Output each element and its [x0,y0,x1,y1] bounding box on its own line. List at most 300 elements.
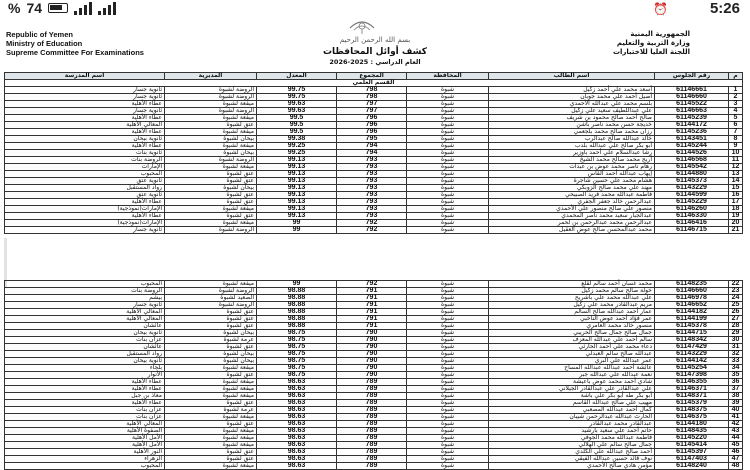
seat-number: 61148240 [655,463,729,470]
school-name: الأنوار [5,372,165,379]
average: 98.63 [257,379,337,386]
governorate: شبوة [407,358,489,365]
directorate: عتق لشبوة [165,122,257,129]
governorate: شبوة [407,456,489,463]
student-name: رزان محمد صالح محمد بلجعمي [489,129,655,136]
governorate: شبوة [407,213,489,220]
governorate: شبوة [407,108,489,115]
average: 98.88 [257,316,337,323]
governorate: شبوة [407,435,489,442]
total-score: 797 [337,108,407,115]
total-score: 793 [337,164,407,171]
seat-number: 61146355 [655,379,729,386]
average: 98.75 [257,344,337,351]
student-name: عبدالرحمن خالد جعفر الجفري [489,199,655,206]
student-name: دعاء محمد علي أحمد الحارثي [489,344,655,351]
seat-number: 61146661 [655,87,729,94]
average: 98.88 [257,295,337,302]
seat-number: 61146416 [655,220,729,227]
seat-number: 61146371 [655,386,729,393]
directorate: الروضة لشبوة [165,94,257,101]
student-name: جمال صالح جمال صالح الحريبي [489,330,655,337]
directorate: بيحان لشبوة [165,358,257,365]
seat-number: 61146330 [655,213,729,220]
directorate: ميفعة لشبوة [165,143,257,150]
governorate: شبوة [407,421,489,428]
seat-number: 61146663 [655,108,729,115]
school-name: ثانوية بيحان [5,136,165,143]
total-score: 793 [337,185,407,192]
seat-number: 61144182 [655,309,729,316]
average: 98.63 [257,414,337,421]
directorate: ميفعة لشبوة [165,281,257,288]
school-name: الصفوة الأهلية [5,428,165,435]
governorate: شبوة [407,227,489,234]
total-score: 795 [337,136,407,143]
school-name: المحبوب [5,463,165,470]
header-right-arabic [613,30,690,57]
total-score: 798 [337,94,407,101]
total-score: 791 [337,302,407,309]
student-name: جمال صالح سالم علي الهلالي [489,442,655,449]
seat-number: 61148235 [655,281,729,288]
total-score: 793 [337,171,407,178]
school-name: ثانوية عتق [5,178,165,185]
header-left-line: Ministry of Education [6,39,83,48]
student-name: عمار أحمد عبدالله صالح السالم [489,309,655,316]
governorate: شبوة [407,295,489,302]
seat-number: 61145379 [655,400,729,407]
average: 99.75 [257,94,337,101]
header-right-line: اللجنة العليا للاختبارات [612,48,690,56]
school-name: ثانوية بنات [5,150,165,157]
header-left-line: Supreme Committee For Examinations [6,48,144,57]
average: 98.88 [257,302,337,309]
average: 99.5 [257,129,337,136]
student-name: مؤمن هادي صالح الأحمدي [489,463,655,470]
average: 99.13 [257,164,337,171]
signal-2-icon [98,2,116,15]
student-name: منصور خالد محمد العامري [489,323,655,330]
row-index: 33 [729,358,743,365]
directorate: ميفعة لشبوة [165,428,257,435]
governorate: شبوة [407,171,489,178]
directorate: عرمة لشبوة [165,407,257,414]
school-name: المحبوب [5,281,165,288]
student-name: علي عبدالقادر علي عبدالقادر الجيلاني [489,386,655,393]
emblem-icon [347,14,377,36]
seat-number: 61143451 [655,136,729,143]
col-student-name: اسم الطالب [489,73,655,80]
directorate: ميفعة لشبوة [165,379,257,386]
governorate: شبوة [407,122,489,129]
governorate: شبوة [407,281,489,288]
school-name: معاذ بن جبل [5,393,165,400]
governorate: شبوة [407,143,489,150]
row-index: 10 [729,150,743,157]
student-name: علي عبدالله محمد علي باشريح [489,295,655,302]
average: 99.13 [257,157,337,164]
directorate: الصعيد لشبوة [165,295,257,302]
row-index: 48 [729,463,743,470]
average: 99.63 [257,108,337,115]
table-row [5,463,743,470]
school-name: عزان بنات [5,414,165,421]
total-score: 793 [337,199,407,206]
average: 99 [257,227,337,234]
directorate: بيحان لشبوة [165,185,257,192]
header-right-line: وزارة التربية والتعليم [616,39,690,47]
col-governorate: المحافظة [407,73,489,80]
total-score: 789 [337,463,407,470]
directorate: الروضة لشبوة [165,157,257,164]
seat-number: 61146652 [655,302,729,309]
school-name: ثانوية بيحان [5,330,165,337]
battery-indicator: % 74 [8,0,116,16]
total-score: 792 [337,220,407,227]
directorate: عتق لشبوة [165,171,257,178]
governorate: شبوة [407,220,489,227]
row-index: 1 [729,87,743,94]
total-score: 796 [337,122,407,129]
row-index: 36 [729,379,743,386]
governorate: شبوة [407,185,489,192]
row-index: 21 [729,227,743,234]
average: 99.13 [257,178,337,185]
row-index: 45 [729,442,743,449]
table-row [5,227,743,234]
school-name: بلجاء [5,365,165,372]
seat-number: 61146715 [655,227,729,234]
total-score: 791 [337,295,407,302]
total-score: 790 [337,372,407,379]
student-name: عمر فؤاد أحمد عوض الناخبي [489,316,655,323]
directorate: ميفعة لشبوة [165,463,257,470]
seat-number: 61145414 [655,442,729,449]
school-name: النور الأهلية [5,449,165,456]
governorate: شبوة [407,302,489,309]
school-name: ثانوية جسار [5,227,165,234]
total-score: 793 [337,213,407,220]
student-name: فاطمة عبدالله محمد الجوفي [489,435,655,442]
total-score: 794 [337,143,407,150]
seat-number: 61145244 [655,143,729,150]
student-name: أبو بكر صالح علي عبدالله بلدب [489,143,655,150]
row-index: 42 [729,421,743,428]
directorate: ميفعة لشبوة [165,365,257,372]
seat-number: 61146660 [655,94,729,101]
school-name: عطاء الأهلية [5,379,165,386]
student-name: أصيل أحمد علي محمد جوبان [489,94,655,101]
average: 99.75 [257,87,337,94]
average: 99.25 [257,150,337,157]
student-name: أريج محمد صالح محمد الشيخ [489,157,655,164]
directorate: ميفعة لشبوة [165,164,257,171]
row-index: 38 [729,393,743,400]
seat-number: 61145254 [655,365,729,372]
school-name: عطاء الأهلية [5,199,165,206]
battery-icon [48,3,68,13]
seat-number: 61147429 [655,344,729,351]
header-right-line: الجمهورية اليمنية [630,30,690,38]
row-index: 35 [729,372,743,379]
school-name: الأمل الأهلية [5,442,165,449]
total-score: 789 [337,386,407,393]
governorate: شبوة [407,129,489,136]
row-index: 15 [729,185,743,192]
row-index: 19 [729,213,743,220]
total-score: 789 [337,414,407,421]
governorate: شبوة [407,365,489,372]
total-score: 796 [337,129,407,136]
directorate: عتق لشبوة [165,192,257,199]
seat-number: 61147398 [655,372,729,379]
directorate: الروضة لشبوة [165,227,257,234]
total-score: 789 [337,428,407,435]
directorate: عتق لشبوة [165,309,257,316]
row-index: 7 [729,129,743,136]
total-score: 790 [337,365,407,372]
row-index: 37 [729,386,743,393]
directorate: الروضة لشبوة [165,302,257,309]
student-name: مهيب علي صالح عبدالله القاسم [489,400,655,407]
student-name: عمر عبدالله علي البري [489,358,655,365]
seat-number: 61146978 [655,295,729,302]
emblem-caption: بسم الله الرحمن الرحيم [339,36,411,44]
governorate: شبوة [407,386,489,393]
average: 98.63 [257,463,337,470]
school-name: رواد المستقبل [5,185,165,192]
row-index: 9 [729,143,743,150]
student-name: منصور علي صالح منصور علي الأحمدي [489,206,655,213]
average: 99.13 [257,213,337,220]
seat-number: 61148342 [655,337,729,344]
row-index: 43 [729,428,743,435]
total-score: 791 [337,316,407,323]
average: 98.63 [257,435,337,442]
governorate: شبوة [407,316,489,323]
governorate: شبوة [407,150,489,157]
average: 99.5 [257,115,337,122]
student-name: كمال أحمد عبدالله المصعبي [489,407,655,414]
average: 98.75 [257,358,337,365]
governorate: شبوة [407,87,489,94]
governorate: شبوة [407,379,489,386]
row-index: 34 [729,365,743,372]
school-name: عطاء الأهلية [5,400,165,407]
student-name: شادي أحمد محمد عوض باعيشة [489,379,655,386]
row-index: 25 [729,302,743,309]
average: 98.75 [257,351,337,358]
row-index: 11 [729,157,743,164]
directorate: عتق لشبوة [165,421,257,428]
governorate: شبوة [407,400,489,407]
status-time: 5:26 [709,0,740,17]
school-name: ثانوية جسار [5,108,165,115]
signal-icon [74,2,92,15]
average: 98.75 [257,337,337,344]
school-name: ثانوية جسار [5,94,165,101]
row-index: 17 [729,199,743,206]
average: 98.63 [257,400,337,407]
seat-number: 61144180 [655,421,729,428]
seat-number: 61148435 [655,428,729,435]
directorate: ميفعة لشبوة [165,101,257,108]
row-index: 46 [729,449,743,456]
school-name: عزان بنات [5,337,165,344]
seat-number: 61146375 [655,414,729,421]
governorate: شبوة [407,206,489,213]
directorate: عتق لشبوة [165,323,257,330]
school-name: عائشان [5,323,165,330]
academic-year: العام الدراسي : 2025-2026 [329,58,421,66]
battery-level: 74 [26,0,43,16]
student-name: مهند علي محمد صالح الزوبكي [489,185,655,192]
seat-number: 61145522 [655,101,729,108]
seat-number: 61144715 [655,330,729,337]
average: 99 [257,281,337,288]
student-name: رشا عبدالسلام علي أحمد باوزير [489,150,655,157]
seat-number: 61145236 [655,129,729,136]
total-score: 789 [337,379,407,386]
student-name: عبدالقادر محمد عبدالقادر [489,421,655,428]
school-name: عطاء الأهلية [5,115,165,122]
row-index: 4 [729,108,743,115]
school-name: عطاء الأهلية [5,129,165,136]
average: 98.63 [257,456,337,463]
school-name: المعالي الأهلية [5,316,165,323]
col-total: المجموع [337,73,407,80]
governorate: شبوة [407,136,489,143]
total-score: 789 [337,435,407,442]
school-name: الروضة بنات [5,288,165,295]
directorate: عتق لشبوة [165,178,257,185]
average: 98.75 [257,372,337,379]
total-score: 790 [337,330,407,337]
average: 98.63 [257,449,337,456]
governorate: شبوة [407,351,489,358]
seat-number: 61144526 [655,150,729,157]
student-name: حاتم أحمد علي سعيد بارشيد [489,428,655,435]
directorate: ميفعة لشبوة [165,220,257,227]
governorate: شبوة [407,463,489,470]
total-score: 796 [337,115,407,122]
total-score: 793 [337,157,407,164]
governorate: شبوة [407,164,489,171]
total-score: 793 [337,192,407,199]
directorate: عتق لشبوة [165,199,257,206]
average: 98.75 [257,365,337,372]
directorate: الروضة لشبوة [165,87,257,94]
row-index: 26 [729,309,743,316]
average: 99.13 [257,185,337,192]
student-name: الحارث عبدالله عبدالرحمن شيبان [489,414,655,421]
student-name: بلسم محمد علي عبدالله الأحمدي [489,101,655,108]
average: 99.13 [257,192,337,199]
directorate: ميفعة لشبوة [165,129,257,136]
directorate: عتق لشبوة [165,456,257,463]
school-name: رواد المستقبل [5,351,165,358]
row-index: 27 [729,316,743,323]
row-index: 13 [729,171,743,178]
total-score: 793 [337,178,407,185]
school-name: عزان بنات [5,407,165,414]
student-name: خالد عبدالله صالح عبدالرب [489,136,655,143]
seat-number: 61143229 [655,185,729,192]
row-index: 3 [729,101,743,108]
seat-number: 61144199 [655,316,729,323]
governorate: شبوة [407,157,489,164]
total-score: 789 [337,449,407,456]
total-score: 789 [337,421,407,428]
student-name: سالم أحمد علي عبدالله المعزف [489,337,655,344]
average: 98.63 [257,393,337,400]
total-score: 792 [337,281,407,288]
row-index: 6 [729,122,743,129]
row-index: 16 [729,192,743,199]
school-name: المعالي الأهلية [5,421,165,428]
governorate: شبوة [407,178,489,185]
average: 98.63 [257,386,337,393]
col-index: م [729,73,743,80]
governorate: شبوة [407,192,489,199]
seat-number: 61146260 [655,206,729,213]
school-name: عطاء الأهلية [5,386,165,393]
section-label: القسم العلمي [5,80,743,87]
governorate: شبوة [407,344,489,351]
directorate: بيحان لشبوة [165,150,257,157]
seat-number: 61145373 [655,178,729,185]
directorate: عتق لشبوة [165,372,257,379]
row-index: 24 [729,295,743,302]
school-name: المعالي الأهلية [5,309,165,316]
average: 99.25 [257,143,337,150]
school-name: ثانوية بيحان [5,358,165,365]
student-name: رهام ناصر محمد عوض بن عبدات [489,164,655,171]
student-name: أحمد صالح عبدالله علي الكلدي [489,449,655,456]
student-name: صالح أحمد صالح محمود بن شريف [489,115,655,122]
row-index: 30 [729,337,743,344]
header-left-line: Republic of Yemen [6,30,73,39]
row-index: 22 [729,281,743,288]
school-name: ثانوية جسار [5,302,165,309]
average: 98.88 [257,309,337,316]
seat-number: 61148375 [655,407,729,414]
student-name: عبدالرحمن محمد عبدالرحمن بن لحمر [489,220,655,227]
row-index: 29 [729,330,743,337]
average: 99.13 [257,199,337,206]
row-index: 12 [729,164,743,171]
school-name: الإمارات(نموذجية) [5,206,165,213]
row-index: 44 [729,435,743,442]
student-name: أسعد محمد علي أحمد زكيل [489,87,655,94]
student-name: هشام محمد علي حسين شاجرة [489,178,655,185]
total-score: 790 [337,358,407,365]
seat-number: 61145220 [655,435,729,442]
row-index: 2 [729,94,743,101]
seat-number: 61145378 [655,323,729,330]
total-score: 793 [337,206,407,213]
seat-number: 61144880 [655,171,729,178]
school-name: الإمارات [5,164,165,171]
results-table-2 [4,280,743,470]
governorate: شبوة [407,414,489,421]
directorate: ميفعة لشبوة [165,206,257,213]
directorate: ميفعة لشبوة [165,435,257,442]
seat-number: 61145229 [655,199,729,206]
governorate: شبوة [407,393,489,400]
governorate: شبوة [407,442,489,449]
